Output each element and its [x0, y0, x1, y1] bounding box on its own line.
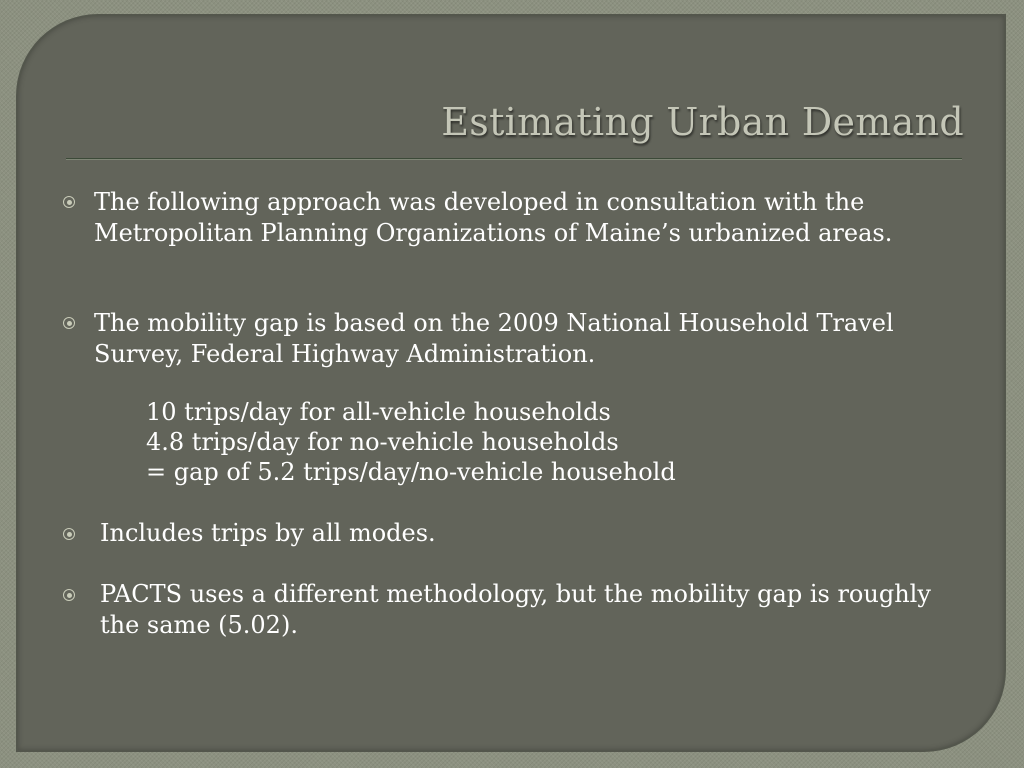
trip-rate-line: 10 trips/day for all-vehicle households	[146, 398, 611, 426]
trip-rate-line: 4.8 trips/day for no-vehicle households	[146, 428, 619, 456]
bullet-icon	[63, 589, 75, 601]
bullet-item-3: Includes trips by all modes.	[100, 519, 436, 547]
bullet-item-4: PACTS uses a different methodology, but the mobility gap is roughly the same (5.02).	[100, 580, 931, 639]
bullet-item-2: The mobility gap is based on the 2009 National Household Travel Survey, Federal Highway Administration.	[94, 309, 894, 368]
trip-gap-line: = gap of 5.2 trips/day/no-vehicle household	[146, 458, 676, 486]
bullet-icon	[63, 196, 75, 208]
bullet-item-1: The following approach was developed in consultation with the Metropolitan Planning Organizations of Maine’s urbanized areas.	[94, 188, 893, 247]
bullet-icon	[63, 528, 75, 540]
slide-title: Estimating Urban Demand	[441, 100, 964, 144]
bullet-icon	[63, 317, 75, 329]
title-divider	[66, 158, 962, 160]
trip-rates-block	[146, 397, 676, 487]
